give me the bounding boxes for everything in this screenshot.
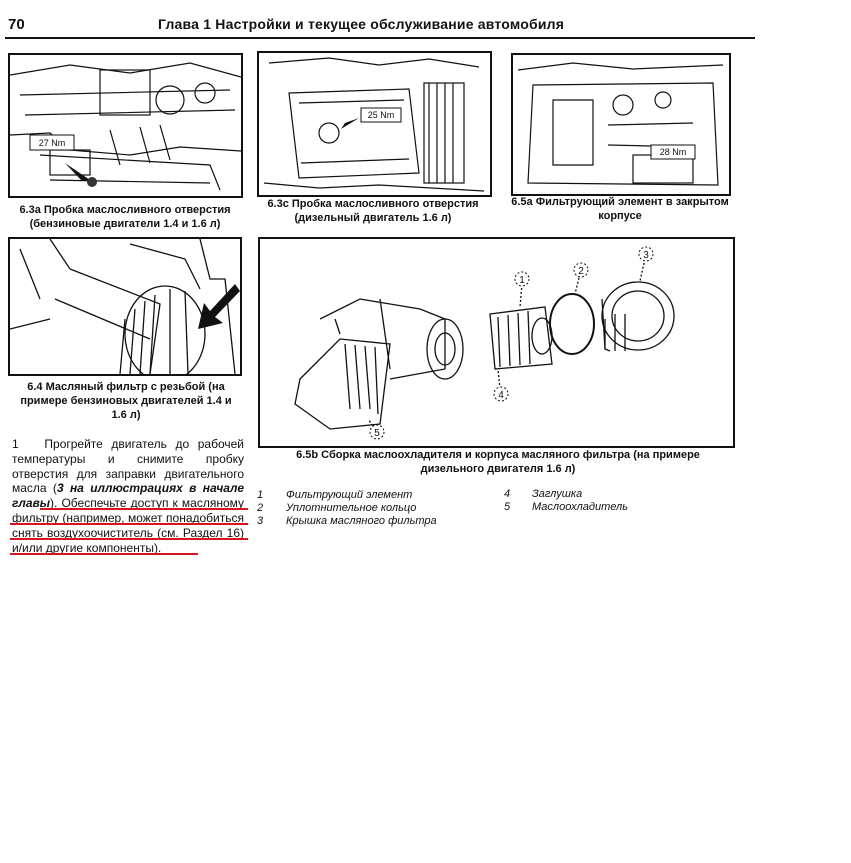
callout-3: 3 — [643, 250, 649, 261]
legend-num-5: 5 — [504, 501, 511, 513]
enclosed-filter-drawing — [513, 55, 729, 194]
figure-6-5a-caption: 6.5a Фильтрующий элемент в закрытом корпусе — [511, 196, 729, 222]
torque-label-27: 27 Nm — [38, 138, 66, 148]
torque-label-25: 25 Nm — [367, 110, 395, 120]
legend-label-2: Уплотнительное кольцо — [286, 502, 417, 514]
callout-5: 5 — [374, 428, 380, 439]
engine-sump-drawing — [10, 55, 241, 196]
legend-label-4: Заглушка — [532, 488, 583, 500]
legend-num-1: 1 — [257, 489, 264, 501]
legend-label-3: Крышка масляного фильтра — [286, 515, 437, 527]
diesel-sump-drawing — [259, 53, 490, 195]
torque-label-28: 28 Nm — [659, 147, 687, 157]
highlight-underline-1 — [40, 508, 248, 510]
figure-6-4-caption: 6.4 Масляный фильтр с резьбой (на примере бензиновых двигателей 1.4 и 1.6 л) — [20, 381, 232, 421]
step-text-part1: Прогрейте двигатель до рабочей температуры и снимите пробку отверстия для заправки двигательного масла ( — [12, 437, 244, 496]
callout-2: 2 — [578, 266, 584, 277]
callout-4: 4 — [498, 390, 504, 401]
page-number: 70 — [8, 16, 25, 33]
legend-label-1: Фильтрующий элемент — [286, 489, 413, 501]
figure-6-5b-image — [258, 237, 735, 448]
highlight-underline-4 — [10, 553, 198, 555]
step-text-reference: 3 на иллюстрациях в начале главы — [12, 481, 245, 511]
oil-cooler-filter-assembly-drawing — [260, 239, 733, 446]
legend-label-5: Маслоохладитель — [532, 501, 629, 513]
figure-6-4-image — [8, 237, 242, 376]
figure-6-3c-caption: 6.3c Пробка маслосливного отверстия (дизельный двигатель 1.6 л) — [267, 198, 479, 224]
chapter-title: Глава 1 Настройки и текущее обслуживание автомобиля — [158, 16, 565, 32]
header-divider — [5, 37, 755, 39]
step-number: 1 — [12, 437, 19, 451]
threaded-oil-filter-drawing — [10, 239, 240, 374]
figure-6-5a-image — [511, 53, 731, 196]
figure-6-5b-caption: 6.5b Сборка маслоохладителя и корпуса масляного фильтра (на примере дизельного двигателя 1.6 л) — [296, 449, 700, 475]
step-text-part2: ). Обеспечьте доступ к масляному фильтру (например, может понадобиться снять воздухоочиститель (см. Раздел 16) и/или другие компоненты). — [12, 496, 244, 555]
callout-1: 1 — [519, 275, 525, 286]
legend-num-4: 4 — [504, 488, 511, 500]
legend-num-3: 3 — [257, 515, 264, 527]
figure-6-3c-image — [257, 51, 492, 197]
highlight-underline-2 — [10, 523, 248, 525]
figure-6-3a-image — [8, 53, 243, 198]
highlight-underline-3 — [10, 538, 248, 540]
legend-num-2: 2 — [257, 502, 264, 514]
figure-6-3a-caption: 6.3a Пробка маслосливного отверстия (бензиновые двигатели 1.4 и 1.6 л) — [19, 204, 231, 230]
